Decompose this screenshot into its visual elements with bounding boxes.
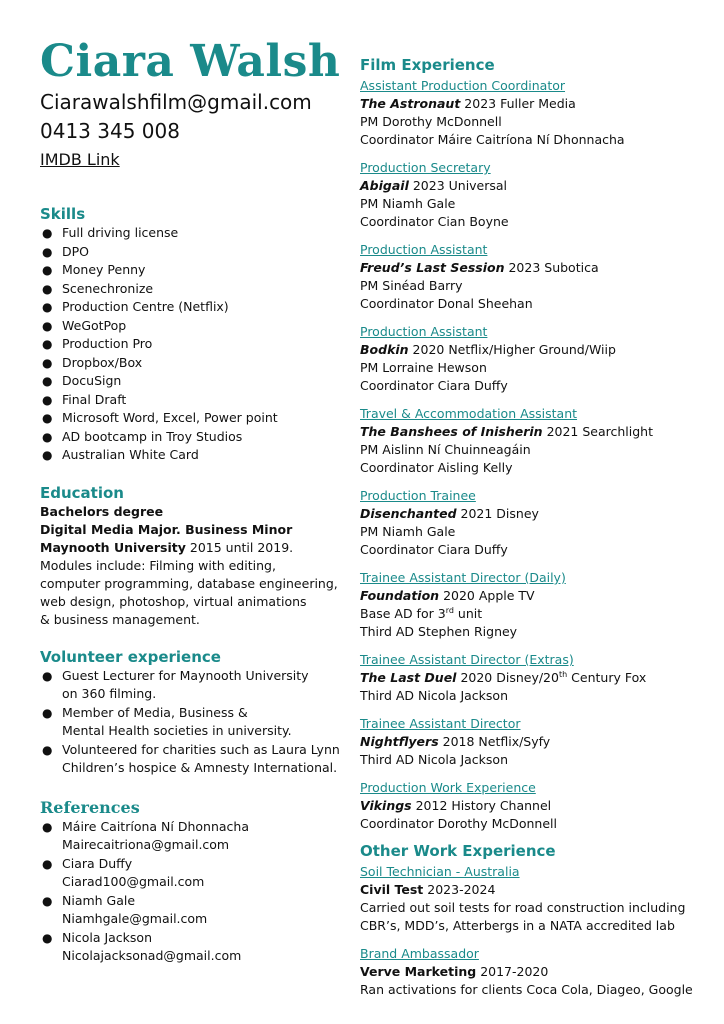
crew-contact-line: PM Lorraine Hewson — [360, 360, 487, 375]
right-column — [360, 55, 705, 1007]
skill-label: DocuSign — [62, 373, 122, 388]
education-module-line: computer programming, database engineering, — [40, 575, 338, 591]
crew-contact-line: Third AD Nicola Jackson — [360, 752, 508, 767]
volunteer-line: on 360 filming. — [62, 686, 157, 701]
crew-contact-line: Coordinator Ciara Duffy — [360, 378, 508, 393]
base-ad-text: unit — [453, 606, 483, 621]
bullet-icon: ● — [42, 337, 53, 351]
left-column — [40, 204, 345, 966]
production-title: The Banshees of Inisherin — [360, 424, 543, 439]
job-title-line — [360, 259, 705, 277]
production-title: Bodkin — [360, 342, 409, 357]
email: Ciarawalshfilm@gmail.com — [40, 90, 312, 114]
job-role-link[interactable]: Trainee Assistant Director — [360, 716, 521, 731]
other-jobs — [360, 861, 705, 999]
volunteer-heading: Volunteer experience — [40, 647, 221, 666]
skill-label: Dropbox/Box — [62, 354, 143, 370]
crew-contact-line: Third AD Nicola Jackson — [360, 688, 508, 703]
job-title-line — [360, 95, 705, 113]
job-description-line: Ran activations for clients Coca Cola, Diageo, Google — [360, 982, 693, 997]
job-role-link[interactable]: Trainee Assistant Director (Daily) — [360, 570, 566, 585]
volunteer-line: Children’s hospice & Amnesty International. — [62, 760, 338, 775]
reference-name: Máire Caitríona Ní Dhonnacha — [62, 818, 249, 834]
volunteer-list — [40, 667, 345, 778]
base-ad-line — [360, 605, 705, 623]
other-job — [360, 943, 705, 999]
job-role-link[interactable]: Production Trainee — [360, 488, 476, 503]
skill-label: AD bootcamp in Troy Studios — [62, 428, 243, 444]
crew-contact-line: Coordinator Dorothy McDonnell — [360, 816, 557, 831]
volunteer-item — [40, 741, 345, 778]
film-jobs — [360, 75, 705, 833]
skill-label: Production Centre (Netflix) — [62, 299, 229, 314]
job-title-line — [360, 341, 705, 359]
production-detail: 2020 Disney/20 — [456, 670, 559, 685]
other-job — [360, 861, 705, 935]
company-name: Verve Marketing — [360, 964, 477, 979]
film-job — [360, 157, 705, 231]
skill-item — [40, 298, 345, 317]
bullet-icon: ● — [42, 244, 53, 259]
skill-item — [40, 428, 345, 447]
film-job — [360, 567, 705, 641]
job-title-line — [360, 669, 705, 687]
bullet-icon: ● — [42, 705, 53, 720]
education-modules — [40, 557, 345, 629]
skills-list — [40, 224, 345, 465]
volunteer-item — [40, 704, 345, 741]
bullet-icon: ● — [42, 893, 53, 908]
skill-label: WeGotPop — [62, 317, 127, 333]
crew-contact-line: Coordinator Ciara Duffy — [360, 542, 508, 557]
job-role-link[interactable]: Brand Ambassador — [360, 946, 479, 961]
skill-label: Microsoft Word, Excel, Power point — [62, 410, 278, 425]
job-title-line — [360, 177, 705, 195]
reference-email: Mairecaitriona@gmail.com — [62, 837, 230, 852]
candidate-name: Ciara Walsh — [40, 36, 341, 87]
reference-item — [40, 929, 345, 966]
bullet-icon: ● — [42, 318, 53, 333]
bullet-icon: ● — [42, 374, 53, 388]
job-role-link[interactable]: Production Assistant — [360, 324, 488, 339]
superscript: th — [558, 669, 568, 679]
superscript: rd — [445, 605, 454, 615]
film-job — [360, 321, 705, 395]
education-university-line — [40, 539, 345, 557]
bullet-icon: ● — [42, 429, 53, 444]
reference-item — [40, 818, 345, 855]
skill-label: Money Penny — [62, 262, 146, 277]
volunteer-line: Member of Media, Business & — [62, 704, 248, 720]
skill-item — [40, 446, 345, 465]
skill-item — [40, 335, 345, 354]
skill-item — [40, 317, 345, 336]
volunteer-line: Volunteered for charities such as Laura Lynn — [62, 741, 340, 757]
skill-label: Production Pro — [62, 336, 153, 351]
production-title: Freud’s Last Session — [360, 260, 505, 275]
production-detail: 2020 Netflix/Higher Ground/Wiip — [408, 342, 616, 357]
volunteer-line: Guest Lecturer for Maynooth University — [62, 667, 309, 683]
job-role-link[interactable]: Trainee Assistant Director (Extras) — [360, 652, 574, 667]
skill-label: Full driving license — [62, 225, 179, 240]
bullet-icon: ● — [42, 742, 53, 757]
film-job — [360, 777, 705, 833]
job-title-line — [360, 423, 705, 441]
job-role-link[interactable]: Production Secretary — [360, 160, 491, 175]
production-detail: 2020 Apple TV — [439, 588, 535, 603]
job-role-link[interactable]: Production Assistant — [360, 242, 488, 257]
production-detail: 2021 Searchlight — [542, 424, 654, 439]
skill-item — [40, 243, 345, 262]
production-detail: Century Fox — [567, 670, 647, 685]
bullet-icon: ● — [42, 668, 53, 683]
job-role-link[interactable]: Soil Technician - Australia — [360, 864, 520, 879]
crew-contact-line: PM Sinéad Barry — [360, 278, 463, 293]
skill-item — [40, 372, 345, 391]
job-role-link[interactable]: Travel & Accommodation Assistant — [360, 406, 578, 421]
production-detail: 2021 Disney — [456, 506, 539, 521]
reference-email: Ciarad100@gmail.com — [62, 874, 205, 889]
job-title-line — [360, 587, 705, 605]
skills-heading: Skills — [40, 205, 86, 223]
education-major: Digital Media Major. Business Minor — [40, 521, 293, 537]
skill-item — [40, 391, 345, 410]
reference-email: Nicolajacksonad@gmail.com — [62, 948, 242, 963]
company-years: 2017-2020 — [476, 964, 549, 979]
production-title: Foundation — [360, 588, 440, 603]
production-detail: 2023 Subotica — [504, 260, 599, 275]
production-title: Nightflyers — [360, 734, 439, 749]
reference-email: Niamhgale@gmail.com — [62, 911, 208, 926]
education-heading: Education — [40, 483, 124, 502]
crew-contact-line: Coordinator Máire Caitríona Ní Dhonnacha — [360, 132, 625, 147]
skill-item — [40, 261, 345, 280]
company-line — [360, 881, 705, 899]
company-years: 2023-2024 — [423, 882, 496, 897]
skill-label: Final Draft — [62, 391, 127, 407]
skill-item — [40, 354, 345, 373]
imdb-link[interactable]: IMDB Link — [40, 150, 120, 169]
education-module-line: web design, photoshop, virtual animations — [40, 593, 307, 609]
job-title-line — [360, 797, 705, 815]
reference-name: Niamh Gale — [62, 892, 136, 908]
film-job — [360, 75, 705, 149]
skill-item — [40, 280, 345, 299]
bullet-icon: ● — [42, 411, 53, 425]
bullet-icon: ● — [42, 300, 53, 314]
education-years: 2015 until 2019. — [185, 539, 294, 555]
production-title: The Astronaut — [360, 96, 461, 111]
bullet-icon: ● — [42, 281, 53, 296]
reference-item — [40, 855, 345, 892]
film-job — [360, 649, 705, 705]
job-role-link[interactable]: Assistant Production Coordinator — [360, 78, 566, 93]
film-job — [360, 239, 705, 313]
production-title: Vikings — [360, 798, 412, 813]
production-title: The Last Duel — [360, 670, 457, 685]
crew-contact-line: PM Dorothy McDonnell — [360, 114, 502, 129]
bullet-icon: ● — [42, 448, 53, 462]
skill-label: DPO — [62, 243, 90, 259]
film-job — [360, 713, 705, 769]
reference-name: Nicola Jackson — [62, 929, 152, 945]
crew-contact-line: Third AD Stephen Rigney — [360, 624, 518, 639]
references-heading: References — [40, 797, 140, 817]
references-list — [40, 818, 345, 966]
education-degree: Bachelors degree — [40, 503, 164, 519]
crew-contact-line: Coordinator Aisling Kelly — [360, 460, 513, 475]
bullet-icon: ● — [42, 355, 53, 370]
bullet-icon: ● — [42, 819, 53, 834]
crew-contact-line: PM Aislinn Ní Chuinneagáin — [360, 442, 531, 457]
base-ad-text: Base AD for 3 — [360, 606, 446, 621]
bullet-icon: ● — [42, 263, 53, 277]
volunteer-line: Mental Health societies in university. — [62, 723, 292, 738]
reference-item — [40, 892, 345, 929]
film-job — [360, 403, 705, 477]
production-detail: 2018 Netflix/Syfy — [438, 734, 551, 749]
skill-label: Scenechronize — [62, 280, 154, 296]
crew-contact-line: PM Niamh Gale — [360, 524, 456, 539]
job-description-line: CBR’s, MDD’s, Atterbergs in a NATA accredited lab — [360, 918, 675, 933]
job-title-line — [360, 733, 705, 751]
reference-name: Ciara Duffy — [62, 855, 133, 871]
bullet-icon: ● — [42, 226, 53, 240]
job-title-line — [360, 505, 705, 523]
skill-item — [40, 409, 345, 428]
volunteer-item — [40, 667, 345, 704]
phone: 0413 345 008 — [40, 119, 180, 143]
company-name: Civil Test — [360, 882, 424, 897]
production-detail: 2023 Fuller Media — [460, 96, 576, 111]
bullet-icon: ● — [42, 392, 53, 407]
bullet-icon: ● — [42, 856, 53, 871]
skill-label: Australian White Card — [62, 447, 199, 462]
production-title: Disenchanted — [360, 506, 457, 521]
film-experience-heading: Film Experience — [360, 56, 495, 74]
production-title: Abigail — [360, 178, 409, 193]
education-module-line: & business management. — [40, 611, 200, 627]
film-job — [360, 485, 705, 559]
crew-contact-line: Coordinator Cian Boyne — [360, 214, 509, 229]
education-university: Maynooth University — [40, 539, 186, 555]
production-detail: 2012 History Channel — [411, 798, 552, 813]
other-work-heading: Other Work Experience — [360, 842, 556, 860]
job-description-line: Carried out soil tests for road construction including — [360, 900, 686, 915]
job-role-link[interactable]: Production Work Experience — [360, 780, 536, 795]
contact-block — [40, 88, 312, 172]
skill-item — [40, 224, 345, 243]
education-module-line: Modules include: Filming with editing, — [40, 557, 276, 573]
bullet-icon: ● — [42, 930, 53, 945]
production-detail: 2023 Universal — [408, 178, 508, 193]
company-line — [360, 963, 705, 981]
crew-contact-line: PM Niamh Gale — [360, 196, 456, 211]
crew-contact-line: Coordinator Donal Sheehan — [360, 296, 533, 311]
